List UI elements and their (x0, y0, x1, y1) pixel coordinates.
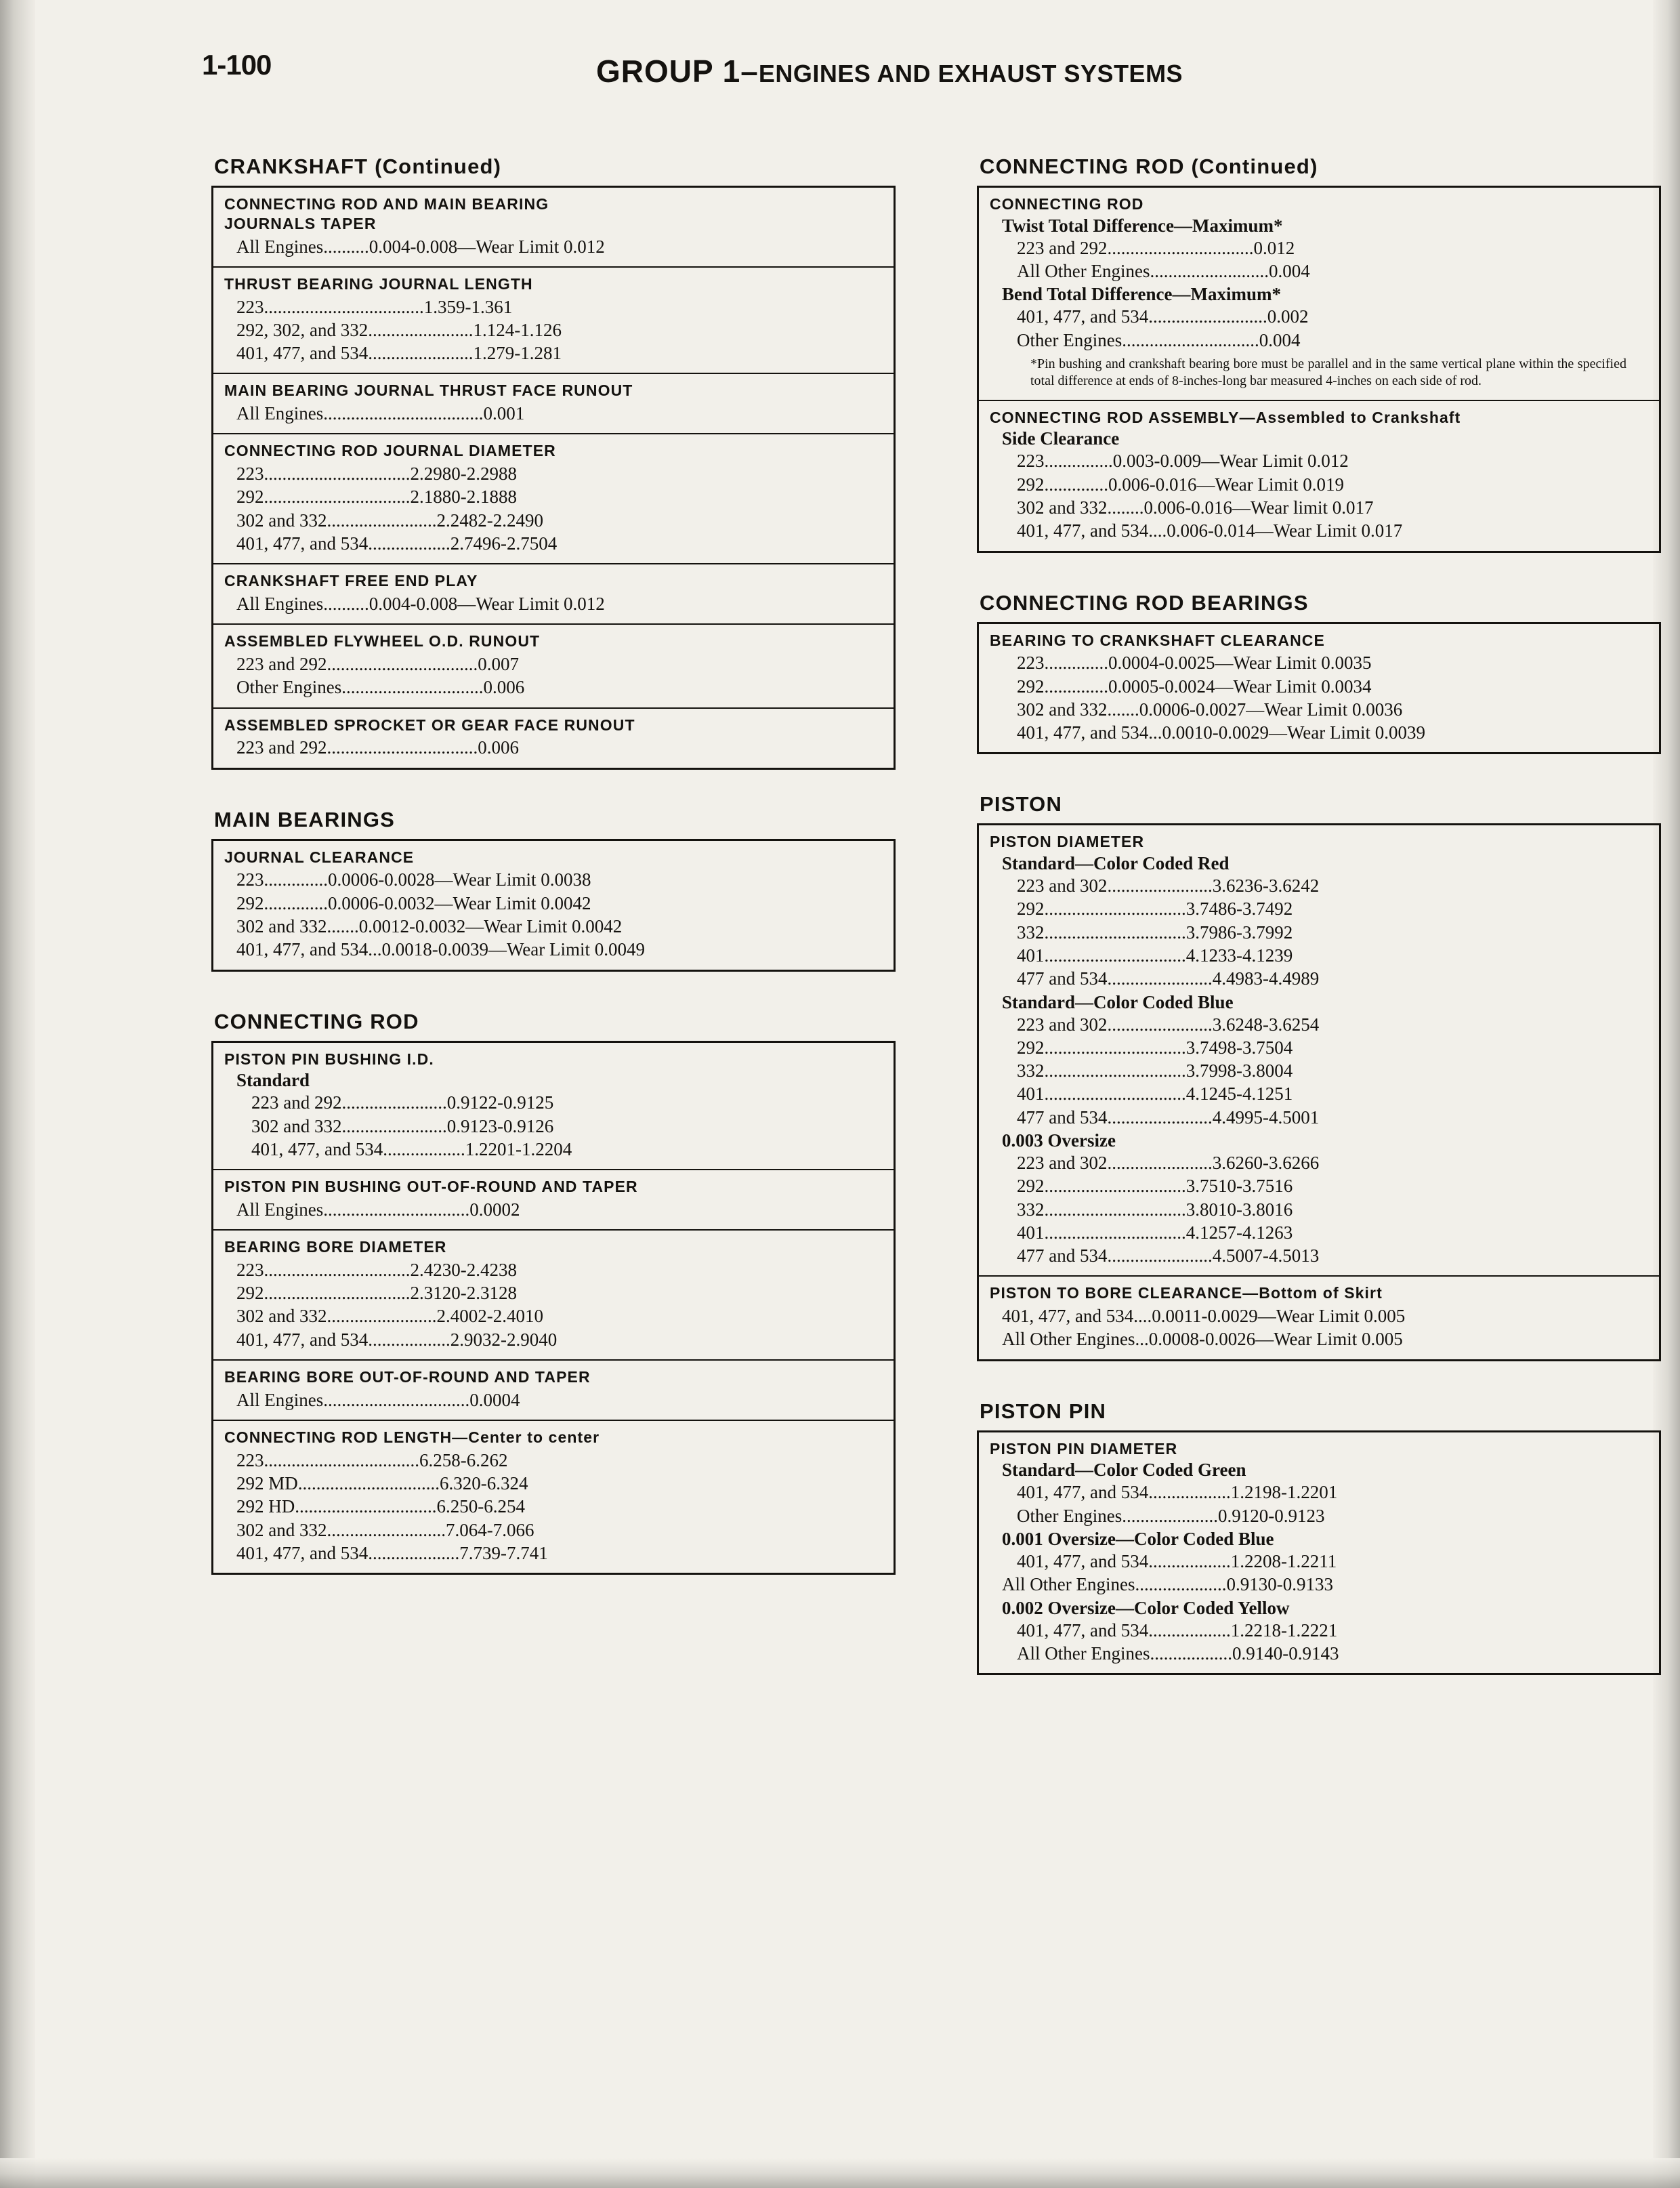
spec-row: 292..............0.0006-0.0032—Wear Limit 0.0042 (236, 892, 591, 913)
spec-row: 223...................................1.359-1.361 (236, 296, 513, 317)
spec-row: All Engines..........0.004-0.008—Wear Limit 0.012 (236, 594, 605, 615)
spec-row: 401...............................4.1245-4.1251 (1017, 1083, 1293, 1105)
spec-row: 401, 477, and 534..................1.2218-1.2221 (1017, 1619, 1338, 1640)
section-heading-connecting-rod: CONNECTING ROD (214, 1009, 419, 1033)
spec-row: 223 and 302.......................3.6248-3.6254 (1017, 1014, 1320, 1035)
piston-pin-spec-box (977, 1430, 1661, 1675)
spec-row: 401, 477, and 534...0.0010-0.0029—Wear Limit 0.0039 (1017, 722, 1426, 743)
spec-block-connecting-rod-journal-diameter (213, 434, 894, 564)
block-subtitle: Bend Total Difference—Maximum* (1002, 284, 1281, 305)
spec-row: 401, 477, and 534..................2.9032-2.9040 (236, 1329, 558, 1350)
spec-row: 292...............................3.7486-3.7492 (1017, 899, 1293, 920)
block-title: CONNECTING ROD (990, 195, 1144, 213)
block-title: CONNECTING ROD JOURNAL DIAMETER (224, 442, 556, 460)
spec-row: All Engines...................................0.001 (236, 403, 525, 424)
spec-row: 223..............0.0006-0.0028—Wear Limit 0.0038 (236, 869, 591, 890)
page-edge-bottom (0, 2158, 1680, 2188)
spec-row: 223 and 292.......................0.9122-0.9125 (251, 1092, 554, 1113)
block-title: PISTON PIN BUSHING OUT-OF-ROUND AND TAPER (224, 1178, 638, 1196)
spec-row: 477 and 534.......................4.5007-4.5013 (1017, 1245, 1320, 1266)
connecting-rod-continued-spec-box (977, 186, 1661, 553)
spec-row: 292................................2.3120-2.3128 (236, 1283, 517, 1304)
spec-row: 223 and 302.......................3.6236-3.6242 (1017, 875, 1320, 896)
block-title: PISTON PIN DIAMETER (990, 1439, 1178, 1458)
spec-row: 223................................2.4230-2.4238 (236, 1259, 517, 1280)
spec-row: 401...............................4.1257-4.1263 (1017, 1222, 1293, 1243)
spec-block-piston-pin-bushing-id (213, 1043, 894, 1171)
page-edge-left (0, 0, 35, 2188)
spec-row: 223................................2.2980-2.2988 (236, 463, 517, 484)
spec-row: 401, 477, and 534....................7.739-7.741 (236, 1542, 548, 1563)
block-title: PISTON DIAMETER (990, 833, 1145, 851)
header-group-label: GROUP 1 (596, 54, 741, 89)
spec-row: 401, 477, and 534.......................1.279-1.281 (236, 343, 562, 364)
spec-row: 223..................................6.258-6.262 (236, 1449, 508, 1470)
spec-row: 401, 477, and 534..................1.2208-1.2211 (1017, 1551, 1337, 1571)
spec-row: 302 and 332.......................0.9123-0.9126 (251, 1115, 554, 1136)
block-title: BEARING BORE OUT-OF-ROUND AND TAPER (224, 1368, 591, 1386)
spec-row: All Other Engines...0.0008-0.0026—Wear Limit 0.005 (1002, 1329, 1403, 1350)
spec-block-piston-pin-bushing-out-of-round-and-taper (213, 1170, 894, 1231)
spec-row: 292..............0.006-0.016—Wear Limit 0.019 (1017, 474, 1345, 495)
spec-row: All Engines................................0.0004 (236, 1389, 520, 1410)
spec-row: 401, 477, and 534...0.0018-0.0039—Wear Limit 0.0049 (236, 939, 646, 960)
section-heading-crankshaft: CRANKSHAFT (Continued) (214, 154, 502, 178)
spec-row: 223...............0.003-0.009—Wear Limit 0.012 (1017, 451, 1349, 472)
block-subtitle: Side Clearance (1002, 428, 1120, 449)
spec-row: 401, 477, and 534..........................0.002 (1017, 306, 1309, 327)
section-heading-piston-pin: PISTON PIN (980, 1399, 1107, 1423)
spec-row: 292...............................3.7510-3.7516 (1017, 1176, 1293, 1197)
spec-row: 302 and 332..........................7.064-7.066 (236, 1519, 534, 1540)
spec-row: All Other Engines..........................0.004 (1017, 261, 1310, 282)
block-title: ASSEMBLED SPROCKET OR GEAR FACE RUNOUT (224, 716, 635, 734)
connecting-rod-spec-box (211, 1041, 896, 1575)
spec-row: 223 and 292................................0.012 (1017, 237, 1295, 258)
spec-row: 292 MD...............................6.320-6.324 (236, 1473, 528, 1494)
spec-block-conrod-main-bearing-journals-taper (213, 188, 894, 268)
section-heading-connecting-rod-continued: CONNECTING ROD (Continued) (980, 154, 1318, 178)
connecting-rod-bearings-spec-box (977, 622, 1661, 755)
spec-row: All Other Engines....................0.9130-0.9133 (1002, 1574, 1333, 1595)
block-title: CRANKSHAFT FREE END PLAY (224, 572, 478, 590)
block-title: ASSEMBLED FLYWHEEL O.D. RUNOUT (224, 632, 541, 651)
block-subtitle: Standard—Color Coded Blue (1002, 991, 1234, 1012)
page-number: 1-100 (202, 49, 272, 81)
spec-row: 401, 477, and 534....0.006-0.014—Wear Limit 0.017 (1017, 520, 1403, 541)
spec-row: All Other Engines..................0.9140-0.9143 (1017, 1643, 1339, 1664)
crankshaft-spec-box (211, 186, 896, 770)
spec-row: 401...............................4.1233-4.1239 (1017, 945, 1293, 966)
section-heading-piston: PISTON (980, 792, 1063, 817)
block-subtitle: Standard—Color Coded Green (1002, 1460, 1246, 1481)
spec-row: All Engines..........0.004-0.008—Wear Limit 0.012 (236, 236, 605, 257)
spec-block-assembled-sprocket-or-gear-face-runout (213, 709, 894, 768)
spec-row: 477 and 534.......................4.4995-4.5001 (1017, 1107, 1320, 1128)
spec-row: 223 and 302.......................3.6260-3.6266 (1017, 1152, 1320, 1173)
block-title: CONNECTING ROD ASSEMBLY—Assembled to Crankshaft (990, 408, 1461, 426)
spec-row: 332...............................3.7998-3.8004 (1017, 1060, 1293, 1081)
spec-row: Other Engines.....................0.9120-0.9123 (1017, 1505, 1325, 1526)
spec-row: 223 and 292.................................0.007 (236, 654, 519, 675)
block-subtitle: 0.003 Oversize (1002, 1130, 1116, 1151)
spec-block-piston-pin-diameter (979, 1432, 1659, 1673)
block-title: PISTON PIN BUSHING I.D. (224, 1050, 434, 1068)
piston-spec-box (977, 823, 1661, 1361)
spec-row: Other Engines..............................0.004 (1017, 329, 1301, 350)
spec-block-main-bearing-journal-thrust-face-runout (213, 374, 894, 434)
block-title: BEARING TO CRANKSHAFT CLEARANCE (990, 631, 1325, 649)
spec-row: 332...............................3.7986-3.7992 (1017, 922, 1293, 943)
page-header-title (596, 53, 1183, 89)
block-title: JOURNAL CLEARANCE (224, 848, 415, 866)
spec-row: 292..............0.0005-0.0024—Wear Limit 0.0034 (1017, 676, 1372, 697)
spec-row: 302 and 332........0.006-0.016—Wear limit 0.017 (1017, 497, 1374, 518)
block-subtitle: Twist Total Difference—Maximum* (1002, 215, 1283, 236)
spec-block-bearing-bore-diameter (213, 1231, 894, 1361)
header-subject: ENGINES AND EXHAUST SYSTEMS (758, 60, 1183, 87)
spec-row: 401, 477, and 534..................2.7496-2.7504 (236, 533, 558, 554)
spec-row: Other Engines...............................0.006 (236, 677, 525, 698)
left-column (211, 154, 896, 1582)
spec-block-journal-clearance (213, 841, 894, 970)
spec-row: 302 and 332........................2.2482-2.2490 (236, 510, 543, 531)
spec-block-thrust-bearing-journal-length (213, 268, 894, 375)
spec-block-bearing-to-crankshaft-clearance (979, 624, 1659, 753)
section-heading-main-bearings: MAIN BEARINGS (214, 807, 396, 831)
block-title: THRUST BEARING JOURNAL LENGTH (224, 274, 533, 293)
spec-row: 292...............................3.7498-3.7504 (1017, 1037, 1293, 1058)
spec-block-piston-diameter (979, 825, 1659, 1277)
block-title: CONNECTING ROD LENGTH—Center to center (224, 1428, 600, 1447)
right-column (977, 154, 1661, 1682)
spec-row: All Engines................................0.0002 (236, 1199, 520, 1220)
spec-row: 292 HD...............................6.250-6.254 (236, 1496, 525, 1517)
block-title: PISTON TO BORE CLEARANCE—Bottom of Skirt (990, 1284, 1383, 1302)
header-dash: – (740, 54, 759, 89)
spec-row: 477 and 534.......................4.4983-4.4989 (1017, 968, 1320, 989)
spec-row: 223 and 292.................................0.006 (236, 737, 519, 758)
section-heading-connecting-rod-bearings: CONNECTING ROD BEARINGS (980, 590, 1309, 615)
spec-block-connecting-rod-twist-bend (979, 188, 1659, 401)
block-subtitle: 0.001 Oversize—Color Coded Blue (1002, 1529, 1274, 1549)
spec-block-connecting-rod-assembly-side-clearance (979, 401, 1659, 551)
block-title: BEARING BORE DIAMETER (224, 1238, 447, 1256)
spec-block-bearing-bore-out-of-round-and-taper (213, 1361, 894, 1421)
footnote: *Pin bushing and crankshaft bearing bore must be parallel and in the same vertical plane within the specified total difference at ends of 8-inches-long bar measured 4-inches on each side of rod. (1030, 356, 1626, 389)
spec-row: 223..............0.0004-0.0025—Wear Limit 0.0035 (1017, 653, 1372, 674)
spec-row: 292, 302, and 332.......................1.124-1.126 (236, 319, 562, 340)
spec-row: 401, 477, and 534....0.0011-0.0029—Wear Limit 0.005 (1002, 1306, 1406, 1327)
spec-row: 401, 477, and 534..................1.2198-1.2201 (1017, 1482, 1338, 1503)
block-subtitle: Standard—Color Coded Red (1002, 853, 1230, 874)
block-title: MAIN BEARING JOURNAL THRUST FACE RUNOUT (224, 381, 633, 400)
spec-row: 332...............................3.8010-3.8016 (1017, 1199, 1293, 1220)
spec-row: 302 and 332........................2.4002-2.4010 (236, 1306, 543, 1327)
spec-block-connecting-rod-length (213, 1421, 894, 1573)
spec-block-crankshaft-free-end-play (213, 564, 894, 625)
spec-row: 302 and 332.......0.0012-0.0032—Wear Limit 0.0042 (236, 915, 623, 936)
spec-row: 292................................2.1880-2.1888 (236, 487, 517, 508)
spec-block-piston-to-bore-clearance (979, 1277, 1659, 1359)
block-subtitle: 0.002 Oversize—Color Coded Yellow (1002, 1597, 1290, 1618)
block-title: CONNECTING ROD AND MAIN BEARING JOURNALS TAPER (224, 195, 549, 232)
spec-row: 401, 477, and 534..................1.2201-1.2204 (251, 1138, 572, 1159)
spec-block-assembled-flywheel-od-runout (213, 625, 894, 708)
block-subtitle: Standard (236, 1070, 310, 1091)
main-bearings-spec-box (211, 839, 896, 972)
spec-row: 302 and 332.......0.0006-0.0027—Wear Limit 0.0036 (1017, 699, 1403, 720)
